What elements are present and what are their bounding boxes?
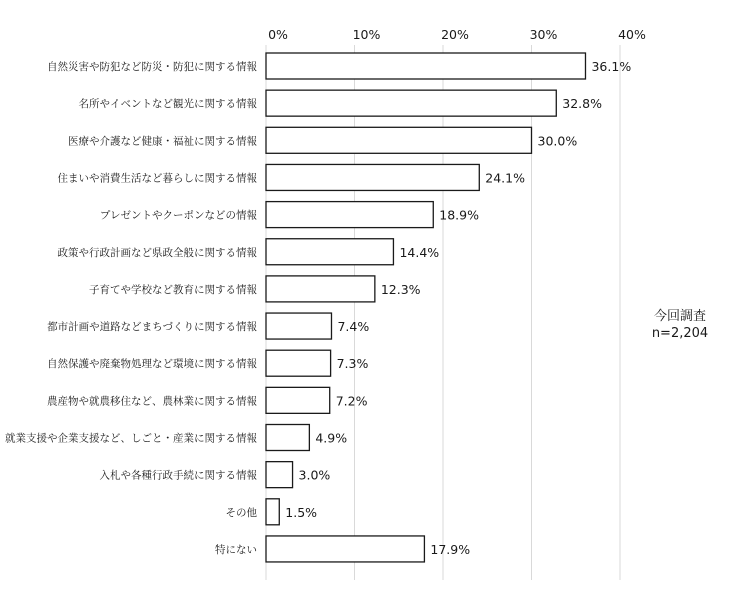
- bar: [266, 239, 393, 265]
- category-label: 医療や介護など健康・福祉に関する情報: [68, 135, 257, 148]
- value-label: 1.5%: [285, 504, 318, 520]
- value-label: 18.9%: [439, 207, 479, 223]
- x-tick-label: 20%: [441, 27, 469, 42]
- bar: [266, 164, 479, 190]
- bar: [266, 90, 556, 116]
- x-tick-label: 30%: [529, 27, 558, 42]
- value-label: 24.1%: [485, 170, 526, 186]
- category-label: 就業支援や企業支援など、しごと・産業に関する情報: [5, 432, 257, 445]
- bar: [266, 536, 424, 562]
- bar: [266, 425, 309, 451]
- x-axis-ticks: [268, 27, 646, 42]
- category-label: 子育てや学校など教育に関する情報: [89, 283, 257, 296]
- category-label: プレゼントやクーポンなどの情報: [99, 209, 257, 222]
- category-label: 自然保護や廃棄物処理など環境に関する情報: [47, 358, 257, 371]
- x-tick-label: 40%: [618, 27, 646, 42]
- category-label: 名所やイベントなど観光に関する情報: [78, 98, 257, 111]
- value-label: 4.9%: [315, 430, 348, 446]
- bar: [266, 202, 433, 228]
- bar: [266, 499, 279, 525]
- value-label: 14.4%: [399, 244, 440, 260]
- bar: [266, 313, 331, 339]
- bar: [266, 462, 293, 488]
- category-label: 特にない: [215, 543, 257, 556]
- x-tick-label: 10%: [352, 27, 381, 42]
- value-label: 30.0%: [537, 133, 578, 149]
- bar: [266, 53, 585, 79]
- value-label: 17.9%: [430, 541, 471, 557]
- value-label: 7.3%: [336, 356, 369, 372]
- category-label: 住まいや消費生活など暮らしに関する情報: [57, 172, 257, 185]
- category-label: 農産物や就農移住など、農林業に関する情報: [47, 395, 257, 408]
- bar: [266, 350, 331, 376]
- category-label: その他: [225, 506, 257, 519]
- legend-sample-size: n=2,204: [651, 326, 709, 341]
- value-label: 32.8%: [562, 96, 602, 112]
- category-labels: [5, 60, 257, 556]
- x-tick-label: 0%: [268, 27, 288, 42]
- category-label: 入札や各種行政手続に関する情報: [99, 469, 257, 482]
- legend-title: 今回調査: [653, 309, 706, 324]
- bar: [266, 387, 330, 413]
- category-label: 政策や行政計画など県政全般に関する情報: [57, 246, 257, 259]
- category-label: 自然災害や防犯など防災・防犯に関する情報: [47, 61, 257, 73]
- bar: [266, 276, 375, 302]
- value-label: 12.3%: [380, 281, 421, 297]
- legend: [630, 308, 730, 342]
- value-label: 7.4%: [337, 319, 370, 335]
- bars: [266, 53, 585, 562]
- value-label: 3.0%: [298, 467, 331, 483]
- value-label: 7.2%: [335, 393, 368, 409]
- value-label: 36.1%: [591, 59, 632, 74]
- bar: [266, 127, 532, 153]
- category-label: 都市計画や道路などまちづくりに関する情報: [47, 321, 257, 334]
